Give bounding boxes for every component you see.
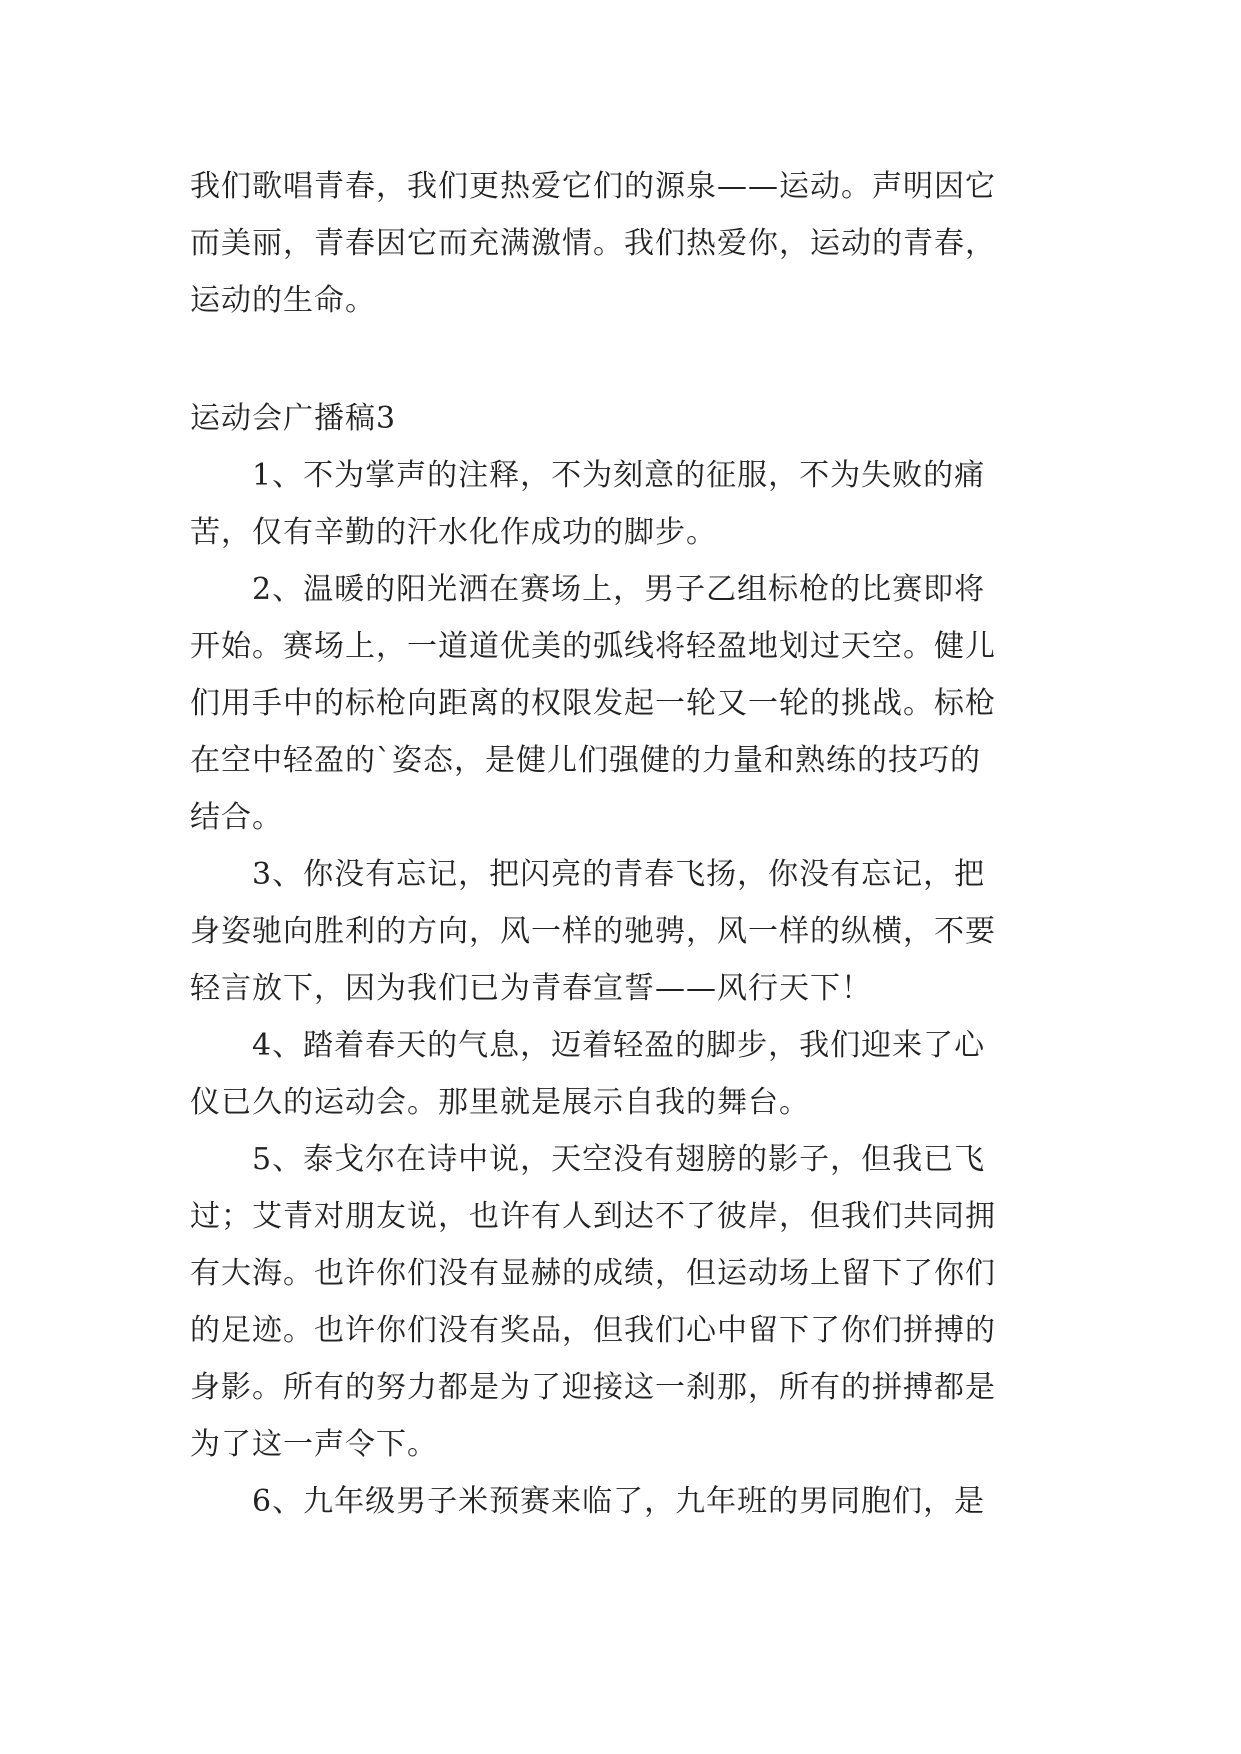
paragraph-line: 仪已久的运动会。那里就是展示自我的舞台。 [190, 1085, 810, 1120]
paragraph-line: 为了这一声令下。 [190, 1427, 438, 1462]
paragraph-line: 身影。所有的努力都是为了迎接这一刹那，所有的拼搏都是 [190, 1370, 996, 1405]
intro-line: 运动的生命。 [190, 283, 376, 318]
section-title: 运动会广播稿3 [190, 401, 397, 436]
paragraph-line: 们用手中的标枪向距离的权限发起一轮又一轮的挑战。标枪 [190, 686, 996, 721]
paragraph-line: 身姿驰向胜利的方向，风一样的驰骋，风一样的纵横，不要 [190, 914, 996, 949]
paragraph-line: 5、泰戈尔在诗中说，天空没有翅膀的影子，但我已飞 [190, 1142, 986, 1177]
paragraph-line: 1、不为掌声的注释，不为刻意的征服，不为失败的痛 [190, 458, 986, 493]
paragraph-line: 有大海。也许你们没有显赫的成绩，但运动场上留下了你们 [190, 1256, 996, 1291]
paragraph-line: 开始。赛场上，一道道优美的弧线将轻盈地划过天空。健儿 [190, 629, 996, 664]
paragraph-line: 在空中轻盈的`姿态，是健儿们强健的力量和熟练的技巧的 [190, 743, 981, 778]
paragraph-line: 轻言放下，因为我们已为青春宣誓——风行天下！ [190, 971, 872, 1006]
paragraph-line: 的足迹。也许你们没有奖品，但我们心中留下了你们拼搏的 [190, 1313, 996, 1348]
paragraph-line: 4、踏着春天的气息，迈着轻盈的脚步，我们迎来了心 [190, 1028, 986, 1063]
intro-line: 我们歌唱青春，我们更热爱它们的源泉——运动。声明因它 [190, 169, 996, 204]
paragraph-line: 结合。 [190, 800, 283, 835]
paragraph-line: 苦，仅有辛勤的汗水化作成功的脚步。 [190, 515, 717, 550]
paragraph-line: 过；艾青对朋友说，也许有人到达不了彼岸，但我们共同拥 [190, 1199, 996, 1234]
paragraph-line: 6、九年级男子米预赛来临了，九年班的男同胞们，是 [190, 1484, 986, 1519]
paragraph-line: 2、温暖的阳光洒在赛场上，男子乙组标枪的比赛即将 [190, 572, 986, 607]
intro-line: 而美丽，青春因它而充满激情。我们热爱你，运动的青春， [190, 226, 996, 261]
paragraph-line: 3、你没有忘记，把闪亮的青春飞扬，你没有忘记，把 [190, 857, 986, 892]
